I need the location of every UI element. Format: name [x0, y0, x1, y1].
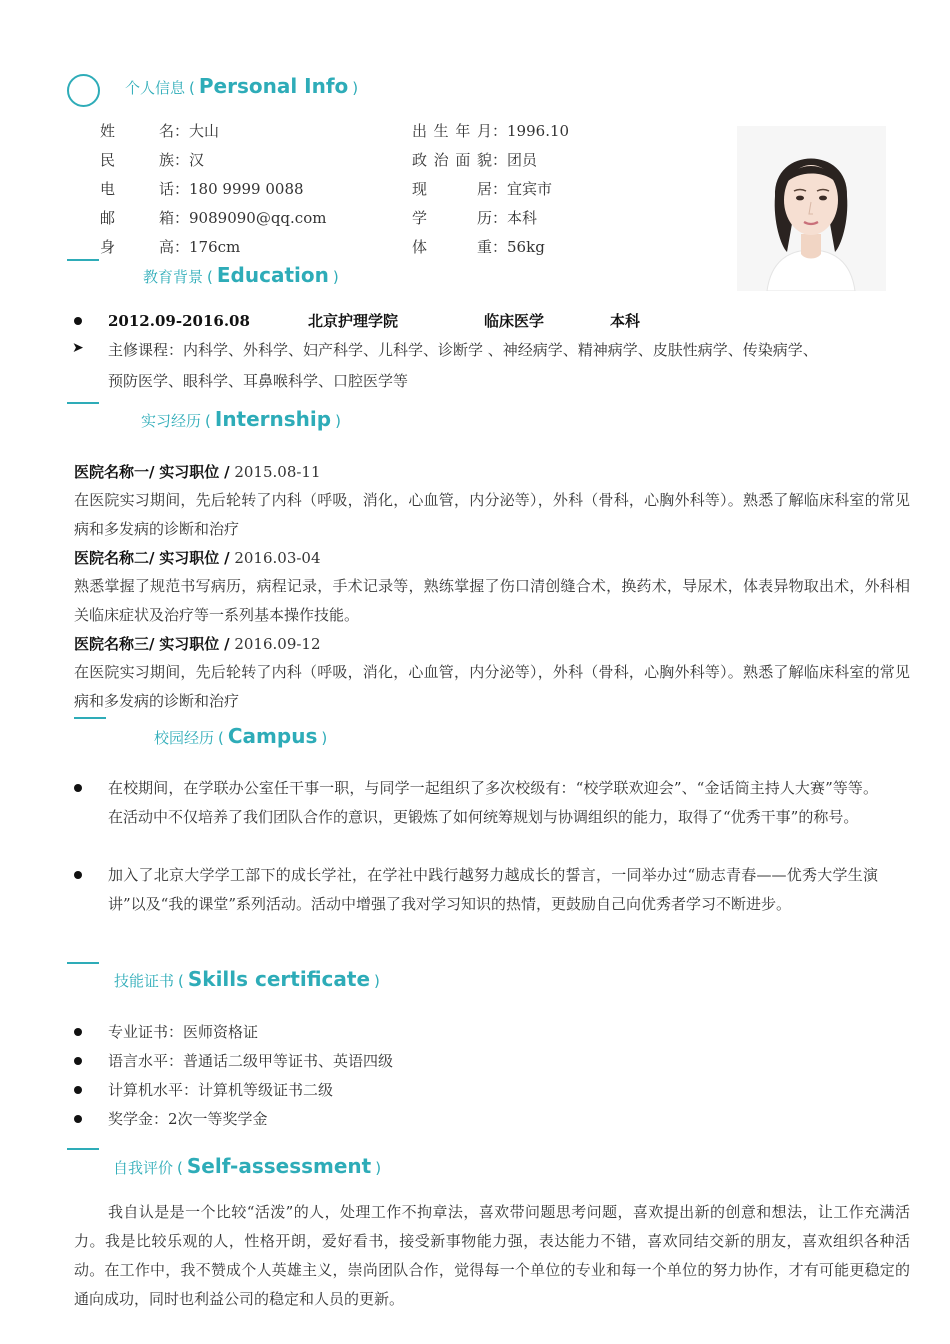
education-courses-line2: 预防医学、眼科学、耳鼻喉科学、口腔医学等	[108, 372, 409, 390]
education-courses-line1: 主修课程：内科学、外科学、妇产科学、儿科学、诊断学 、神经病学、精神病学、皮肤性病学、传染病学、	[108, 341, 818, 359]
skill-item-1: 专业证书：医师资格证	[108, 1023, 259, 1041]
section-title-campus: 校园经历 ( Campus )	[154, 724, 328, 748]
internship-heading-1: 医院名称一/ 实习职位 / 2015.08-11	[74, 463, 321, 481]
section-title-education: 教育背景 ( Education )	[143, 263, 339, 287]
campus-item-1: 在校期间，在学联办公室任干事一职，与同学一起组织了多次校级有：“校学联欢迎会”、“金话筒主持人大赛”等等。在活动中不仅培养了我们团队合作的意识，更锻炼了如何统筹规划与协调组织的能力，取得了“优秀干事”的称号。	[108, 779, 878, 826]
section-title-internship: 实习经历 ( Internship )	[141, 407, 341, 431]
bullet-icon	[74, 871, 82, 879]
info-weight: 体重：56kg	[412, 238, 545, 256]
internship-heading-3: 医院名称三/ 实习职位 / 2016.09-12	[74, 635, 321, 653]
education-major: 临床医学	[484, 312, 545, 330]
arrow-bullet-icon: ➤	[72, 340, 84, 356]
skill-item-2: 语言水平：普通话二级甲等证书、英语四级	[108, 1052, 394, 1070]
info-birth: 出生年月：1996.10	[412, 122, 570, 140]
section-rule	[67, 402, 99, 404]
education-school: 北京护理学院	[308, 312, 399, 330]
skill-item-4: 奖学金：2次一等奖学金	[108, 1110, 268, 1128]
section-rule	[67, 1148, 99, 1150]
education-degree: 本科	[610, 312, 641, 330]
section-circle-icon	[67, 74, 100, 107]
bullet-icon	[74, 1086, 82, 1094]
campus-item-2: 加入了北京大学学工部下的成长学社，在学社中践行越努力越成长的誓言，一同举办过“励志青春——优秀大学生演讲”以及“我的课堂”系列活动。活动中增强了我对学习知识的热情，更鼓励自己向优秀者学习不断进步。	[108, 866, 878, 913]
internship-heading-2: 医院名称二/ 实习职位 / 2016.03-04	[74, 549, 321, 567]
info-name: 姓名：大山	[100, 122, 220, 140]
info-ethnicity: 民族：汉	[100, 151, 205, 169]
info-email: 邮箱：9089090@qq.com	[100, 209, 327, 227]
bullet-icon	[74, 317, 82, 325]
info-height: 身高：176cm	[100, 238, 241, 256]
bullet-icon	[74, 1028, 82, 1036]
education-period: 2012.09-2016.08	[108, 312, 250, 330]
bullet-icon	[74, 1057, 82, 1065]
profile-photo	[737, 126, 886, 291]
internship-desc-3: 在医院实习期间，先后轮转了内科（呼吸，消化，心血管，内分泌等），外科（骨科，心胸外科等）。熟悉了解临床科室的常见病和多发病的诊断和治疗	[74, 663, 910, 710]
section-title-personal: 个人信息 ( Personal Info )	[125, 74, 359, 98]
section-title-self: 自我评价 ( Self-assessment )	[113, 1154, 382, 1178]
info-degree: 学历：本科	[412, 209, 538, 227]
section-rule	[67, 259, 99, 261]
bullet-icon	[74, 784, 82, 792]
skill-item-3: 计算机水平：计算机等级证书二级	[108, 1081, 334, 1099]
section-rule	[74, 717, 106, 719]
section-rule	[67, 962, 99, 964]
education-row	[108, 310, 250, 332]
internship-desc-2: 熟悉掌握了规范书写病历，病程记录，手术记录等，熟练掌握了伤口清创缝合术，换药术，导尿术，体表异物取出术，外科相关临床症状及治疗等一系列基本操作技能。	[74, 577, 910, 624]
section-title-skills: 技能证书 ( Skills certificate )	[114, 967, 380, 991]
info-residence: 现居：宜宾市	[412, 180, 553, 198]
info-political: 政治面貌：团员	[412, 151, 538, 169]
self-assessment-text: 我自认是是一个比较“活泼”的人，处理工作不拘章法，喜欢带问题思考问题，喜欢提出新的创意和想法，让工作充满活力。我是比较乐观的人，性格开朗，爱好看书，接受新事物能力强，表达能力不错，喜欢同结交新的朋友，喜欢组织各种活动。在工作中，我不赞成个人英雄主义，崇尚团队合作，觉得每一个单位的专业和每一个单位的努力协作，才有可能更稳定的通向成功，同时也利益公司的稳定和人员的更新。	[74, 1203, 910, 1308]
info-phone: 电话：180 9999 0088	[100, 180, 304, 198]
portrait-icon	[737, 126, 886, 291]
bullet-icon	[74, 1115, 82, 1123]
internship-desc-1: 在医院实习期间，先后轮转了内科（呼吸，消化，心血管，内分泌等），外科（骨科，心胸外科等）。熟悉了解临床科室的常见病和多发病的诊断和治疗	[74, 491, 910, 538]
